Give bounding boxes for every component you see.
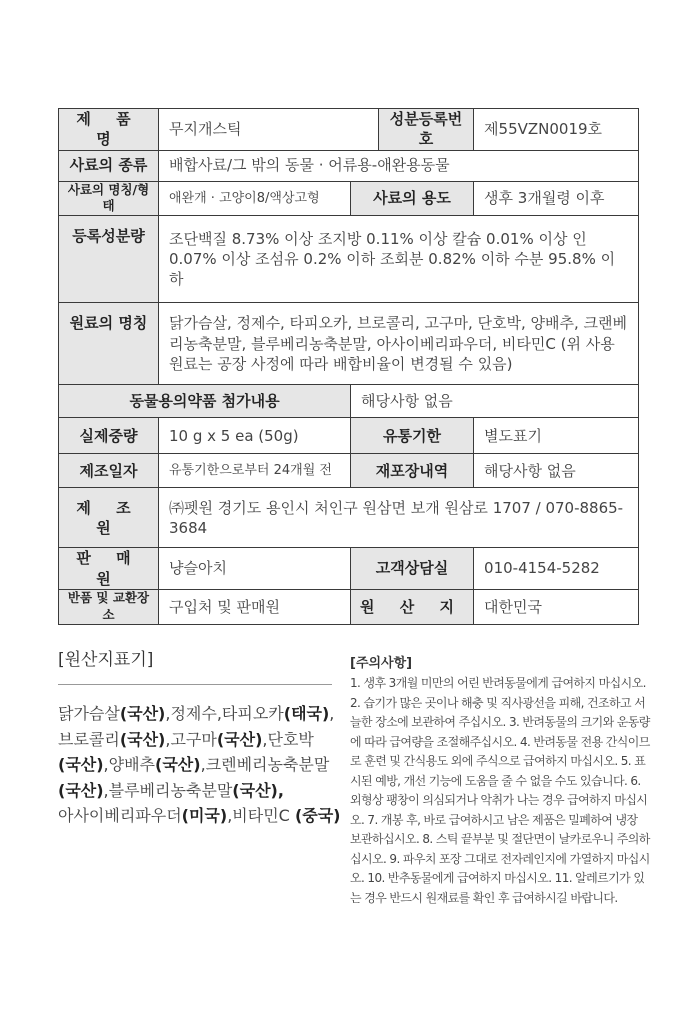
row-form [59, 181, 639, 216]
origin-labeling-section [58, 645, 358, 829]
ingredients-label: 원료의 명칭 [59, 303, 159, 385]
origin-item-name: 브로콜리 [58, 729, 120, 749]
origin-value: 대한민국 [474, 589, 639, 624]
origin-item-name: 단호박 [267, 729, 314, 749]
origin-divider [58, 684, 332, 685]
origin-item-separator: , [165, 729, 171, 749]
origin-item-name: 양배추 [108, 755, 156, 774]
row-mfg-repack [59, 454, 639, 488]
return-place-value: 구입처 및 판매원 [159, 589, 351, 624]
usage-value: 생후 3개월령 이후 [474, 181, 639, 216]
origin-item [170, 730, 267, 749]
caution-section [350, 652, 650, 908]
row-vet-drug [59, 385, 639, 418]
expiry-value: 별도표기 [474, 418, 639, 454]
row-composition [59, 216, 639, 303]
reg-no-label: 성분등록번호 [379, 109, 474, 151]
form-value: 애완개 · 고양이8/액상고형 [159, 181, 351, 216]
reg-no-value: 제55VZN0019호 [474, 109, 639, 151]
composition-value: 조단백질 8.73% 이상 조지방 0.11% 이상 칼슘 0.01% 이상 인 0.07% 이상 조섬유 0.2% 이하 조회분 0.82% 이하 수분 95.8% 이하 [159, 216, 639, 303]
manufacturer-value: ㈜펫원 경기도 용인시 처인구 원삼면 보개 원삼로 1707 / 070-8865-3684 [159, 488, 639, 548]
origin-item [232, 806, 340, 825]
origin-item-country: (국산) [119, 729, 166, 749]
vet-drug-label: 동물용의약품 첨가내용 [59, 385, 351, 418]
origin-item-separator: , [103, 755, 109, 774]
origin-item-name: 닭가슴살 [58, 704, 120, 723]
origin-item-name: 아사이베리파우더 [58, 806, 182, 825]
form-label: 사료의 명칭/형태 [59, 181, 159, 216]
origin-item-separator: , [227, 806, 233, 825]
origin-item-country: (태국) [283, 704, 330, 723]
origin-label: 원 산 지 [351, 589, 474, 624]
origin-item [58, 806, 232, 825]
usage-label: 사료의 용도 [351, 181, 474, 216]
origin-item-country: (국산) [155, 755, 201, 774]
expiry-label: 유통기한 [351, 418, 474, 454]
cs-phone-value: 010-4154-5282 [474, 548, 639, 590]
origin-item-country: (미국) [181, 806, 228, 825]
composition-label: 등록성분량 [59, 216, 159, 303]
origin-item-separator: , [262, 729, 268, 749]
origin-item-country: (국산) [58, 780, 104, 800]
origin-item-name: 블루베리농축분말 [108, 780, 233, 800]
seller-label: 판 매 원 [59, 548, 159, 590]
net-weight-label: 실제중량 [59, 418, 159, 454]
repack-label: 재포장내역 [351, 454, 474, 488]
feed-type-label: 사료의 종류 [59, 150, 159, 181]
origin-item-country: (국산) [119, 704, 166, 723]
net-weight-value: 10 g x 5 ea (50g) [159, 418, 351, 454]
row-feed-type [59, 150, 639, 181]
origin-item-country: (국산) [58, 755, 104, 774]
origin-list [58, 701, 358, 829]
origin-item [58, 704, 170, 723]
product-name-label: 제 품 명 [59, 109, 159, 151]
origin-item [109, 781, 284, 800]
vet-drug-value: 해당사항 없음 [351, 385, 639, 418]
feed-type-value: 배합사료/그 밖의 동물 · 어류용-애완용동물 [159, 150, 639, 181]
row-weight-expiry [59, 418, 639, 454]
return-place-label: 반품 및 교환장소 [59, 589, 159, 624]
origin-section-title: [원산지표기] [58, 650, 154, 670]
product-name-value: 무지개스틱 [159, 109, 379, 151]
origin-item-name: 비타민C [232, 806, 295, 825]
origin-item-country: (국산) [216, 729, 263, 749]
cs-label: 고객상담실 [351, 548, 474, 590]
repack-value: 해당사항 없음 [474, 454, 639, 488]
caution-title: [주의사항] [350, 656, 413, 671]
row-product-name [59, 109, 639, 151]
ingredients-value: 닭가슴살, 정제수, 타피오카, 브로콜리, 고구마, 단호박, 양배추, 크랜베리농축분말, 블루베리농축분말, 아사이베리파우더, 비타민C (위 사용 원료는 공장 사정에 따라 배합비율이 변경될 수 있음) [159, 303, 639, 385]
product-spec-table [58, 108, 639, 625]
row-seller [59, 548, 639, 590]
caution-text: 1. 생후 3개월 미만의 어린 반려동물에게 급여하지 마십시오. 2. 습기가 많은 곳이나 해충 및 직사광선을 피해, 건조하고 서늘한 장소에 보관하여 주십시오. 3. 반려동물의 크기와 운동량에 따라 급여량을 조절해주십시오. 4. 반려동물 전용 간식이므로 훈련 및 간식용도 외에 주식으로 급여하지 마십시오. 5. 표시된 예방, 개선 기능에 도움을 줄 수 없을 수도 있습니다. 6. 외형상 팽창이 의심되거나 악취가 나는 경우 급여하지 마십시오. 7. 개봉 후, 바로 급여하시고 남은 제품은 밀폐하여 냉장 보관하십시오. 8. 스틱 끝부분 및 절단면이 날카로우니 주의하십시오. 9. 파우치 포장 그대로 전자레인지에 가열하지 마십시오. 10. 반추동물에게 급여하지 마십시오. 11. 알레르기가 있는 경우 반드시 원재료를 확인 후 급여하시길 바랍니다. [350, 676, 650, 905]
mfg-date-label: 제조일자 [59, 454, 159, 488]
origin-item-separator: , [103, 780, 109, 800]
origin-item-separator: , [329, 704, 335, 723]
origin-item [58, 730, 170, 749]
row-return-origin [59, 589, 639, 624]
origin-item [170, 704, 334, 723]
origin-item-separator: , [165, 704, 171, 723]
origin-item-name: 크렌베리농축분말 [205, 755, 330, 774]
manufacturer-label: 제 조 원 [59, 488, 159, 548]
origin-item-name: 고구마 [170, 729, 217, 749]
origin-item-country: (국산), [232, 780, 284, 800]
seller-value: 냥슬아치 [159, 548, 351, 590]
row-manufacturer [59, 488, 639, 548]
mfg-date-value: 유통기한으로부터 24개월 전 [159, 454, 351, 488]
origin-item-name: 정제수,타피오카 [170, 704, 284, 723]
row-ingredients [59, 303, 639, 385]
origin-item-country: (중국) [294, 806, 341, 825]
origin-item [109, 755, 206, 774]
origin-item-separator: , [200, 755, 206, 774]
